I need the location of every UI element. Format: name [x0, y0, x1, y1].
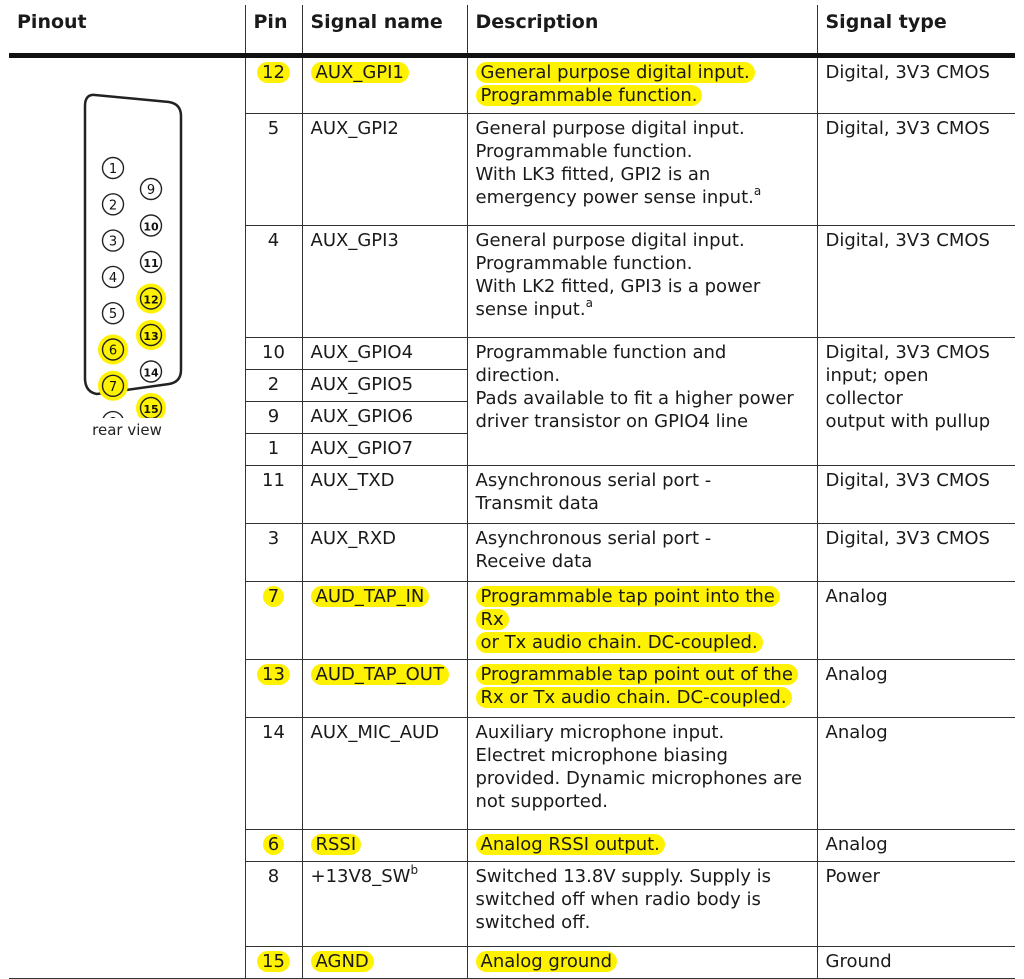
footnote-marker: a [585, 296, 593, 310]
signal-name [311, 664, 449, 685]
connector-pin [141, 361, 162, 382]
pin-number-cell [245, 114, 302, 226]
signal-name-text: AUX_GPI2 [310, 118, 399, 139]
signal-name-cell [302, 56, 467, 114]
pin-number-cell [245, 582, 302, 660]
description-line: General purpose digital input. [475, 118, 745, 139]
db15-connector-diagram [9, 58, 245, 458]
description-cell [467, 830, 817, 862]
connector-pin-label: 12 [143, 293, 159, 307]
connector-pin [103, 303, 124, 324]
signal-name-text: AGND [315, 951, 369, 972]
description-line-wrap [476, 186, 809, 209]
pin-number: 7 [263, 586, 284, 607]
pin-number-cell [245, 338, 302, 370]
connector-pin-label: 2 [108, 198, 118, 214]
pin-number-cell [245, 718, 302, 830]
signal-name-cell [302, 434, 467, 466]
signal-name-cell [302, 466, 467, 524]
signal-type: Analog [825, 722, 888, 743]
signal-name [311, 62, 409, 83]
description-line-wrap [476, 585, 809, 631]
description-line: Rx or Tx audio chain. DC-coupled. [476, 687, 792, 708]
signal-name-cell [302, 718, 467, 830]
rear-view-caption: rear view [92, 421, 162, 439]
signal-type-cell [817, 114, 1015, 226]
connector-pin-label: 15 [143, 403, 159, 416]
description-line: switched off when radio body is [475, 889, 761, 910]
connector-pin [141, 252, 162, 273]
pin-number: 1 [267, 438, 280, 459]
signal-name-text: AUX_TXD [310, 470, 395, 491]
connector-pin-label: 5 [108, 307, 118, 323]
signal-name-text: AUD_TAP_IN [315, 586, 425, 607]
description-line-wrap [476, 527, 809, 550]
signal-type-cell [817, 830, 1015, 862]
header-pin: Pin [245, 5, 302, 56]
pin-number: 14 [262, 722, 285, 743]
signal-name-text: AUD_TAP_OUT [315, 664, 444, 685]
pin-number-cell [245, 434, 302, 466]
connector-pin [103, 194, 124, 215]
pin-number: 2 [267, 374, 280, 395]
table-body [9, 56, 1015, 979]
pin-number: 3 [267, 528, 280, 549]
connector-pin [136, 320, 166, 350]
signal-type-cell [817, 466, 1015, 524]
connector-pin [141, 179, 162, 200]
description-line: Auxiliary microphone input. [475, 722, 725, 743]
signal-type-line: Digital, 3V3 CMOS [825, 342, 990, 363]
signal-name-cell [302, 582, 467, 660]
pin-number-cell [245, 862, 302, 947]
signal-name [311, 406, 414, 427]
description-line: Programmable tap point into the Rx [476, 586, 780, 630]
signal-name-cell [302, 524, 467, 582]
description-line-wrap [476, 84, 809, 107]
footnote-marker: b [410, 863, 419, 877]
description-line: provided. Dynamic microphones are [475, 768, 803, 789]
connector-pin-label: 6 [108, 343, 118, 359]
signal-name-cell [302, 226, 467, 338]
description-cell [467, 524, 817, 582]
signal-type: Ground [825, 951, 892, 972]
signal-name [311, 951, 374, 972]
description-line: General purpose digital input. [476, 62, 755, 83]
signal-name-text: AUX_GPIO7 [310, 438, 414, 459]
connector-pin [136, 284, 166, 314]
signal-type: Digital, 3V3 CMOS [825, 62, 990, 83]
signal-name [311, 470, 395, 491]
description-line: Asynchronous serial port - [475, 470, 712, 491]
description-line-wrap [476, 721, 809, 744]
pin-number: 13 [257, 664, 290, 685]
signal-name [311, 342, 414, 363]
connector-pin [103, 266, 124, 287]
signal-name-text: AUX_MIC_AUD [310, 722, 440, 743]
signal-type: Digital, 3V3 CMOS [825, 230, 990, 251]
pin-number-cell [245, 226, 302, 338]
signal-type: Digital, 3V3 CMOS [825, 470, 990, 491]
description-line-wrap [476, 117, 809, 140]
description-line-wrap [476, 950, 809, 973]
pin-number-cell [245, 466, 302, 524]
pinout-table [9, 5, 1015, 979]
description-cell [467, 718, 817, 830]
signal-type-cell [817, 947, 1015, 979]
signal-name-cell [302, 338, 467, 370]
description-line: Programmable function. [475, 253, 693, 274]
table-row [9, 56, 1015, 114]
description-line: Programmable tap point out of the [476, 664, 798, 685]
pin-number: 11 [262, 470, 285, 491]
connector-pin [98, 371, 128, 401]
connector-pin-label: 4 [108, 270, 118, 286]
header-pinout: Pinout [9, 5, 245, 56]
signal-name-cell [302, 947, 467, 979]
description-line: General purpose digital input. [475, 230, 745, 251]
signal-name-text: AUX_RXD [310, 528, 397, 549]
description-line-wrap [476, 469, 809, 492]
header-signal-name: Signal name [302, 5, 467, 56]
description-line: Analog ground [476, 951, 618, 972]
pin-number: 10 [262, 342, 285, 363]
connector-pin-label: 7 [108, 379, 118, 395]
signal-name-text: AUX_GPI3 [310, 230, 399, 251]
description-line: or Tx audio chain. DC-coupled. [476, 632, 763, 653]
description-line: sense input. [475, 299, 586, 320]
pin-number-cell [245, 524, 302, 582]
description-line-wrap [476, 888, 809, 911]
description-line-wrap [476, 275, 809, 298]
signal-name-text: AUX_GPI1 [315, 62, 404, 83]
pin-number-cell [245, 56, 302, 114]
description-cell [467, 947, 817, 979]
gpio-group-signal-type-cell [817, 338, 1015, 466]
signal-name-text: AUX_GPIO4 [310, 342, 414, 363]
description-line: Transmit data [475, 493, 599, 514]
connector-pin [136, 393, 166, 418]
description-cell [467, 660, 817, 718]
connector-pin-label: 10 [143, 220, 159, 234]
signal-name-cell [302, 370, 467, 402]
signal-name-text: +13V8_SW [310, 866, 411, 887]
signal-name [311, 118, 399, 139]
signal-name [311, 586, 430, 607]
connector-pin-label: 1 [108, 162, 118, 177]
description-line: Switched 13.8V supply. Supply is [475, 866, 771, 887]
signal-name [311, 438, 414, 459]
signal-name [311, 528, 397, 549]
description-line-wrap [476, 686, 809, 709]
description-line: Programmable function. [476, 85, 703, 106]
description-line: Programmable function. [475, 141, 693, 162]
description-cell [467, 582, 817, 660]
signal-type-cell [817, 660, 1015, 718]
description-line: Asynchronous serial port - [475, 528, 712, 549]
description-cell [467, 466, 817, 524]
pin-number: 15 [257, 951, 290, 972]
pinout-diagram-cell [9, 56, 245, 979]
signal-type-cell [817, 582, 1015, 660]
description-line: Programmable function and [475, 342, 727, 363]
signal-name [311, 230, 399, 251]
description-line-wrap [476, 833, 809, 856]
signal-type-line: output with pullup [825, 411, 991, 432]
connector-pin [98, 335, 128, 365]
description-line-wrap [476, 744, 809, 767]
pin-number: 4 [267, 230, 280, 251]
description-cell [467, 114, 817, 226]
signal-type: Analog [825, 664, 888, 685]
description-line-wrap [476, 550, 809, 573]
pin-number-cell [245, 660, 302, 718]
table-header-row [9, 5, 1015, 56]
signal-name [311, 722, 440, 743]
description-line-wrap [476, 492, 809, 515]
signal-name-cell [302, 402, 467, 434]
signal-name [311, 834, 362, 855]
connector-pin-label: 14 [143, 366, 159, 380]
signal-type-cell [817, 718, 1015, 830]
description-cell [467, 862, 817, 947]
signal-type: Digital, 3V3 CMOS [825, 528, 990, 549]
header-signal-type: Signal type [817, 5, 1015, 56]
pin-number-cell [245, 402, 302, 434]
connector-pin [103, 412, 124, 418]
signal-type: Analog [825, 586, 888, 607]
signal-type-cell [817, 862, 1015, 947]
description-line-wrap [476, 298, 809, 321]
description-line-wrap [476, 163, 809, 186]
description-line-wrap [476, 631, 809, 654]
signal-type: Digital, 3V3 CMOS [825, 118, 990, 139]
description-line-wrap [476, 790, 809, 813]
description-cell [467, 226, 817, 338]
description-line: switched off. [475, 912, 591, 933]
description-line-wrap [476, 140, 809, 163]
signal-type-cell [817, 226, 1015, 338]
description-line-wrap [476, 61, 809, 84]
connector-pin-label: 13 [143, 330, 159, 343]
description-line: Analog RSSI output. [476, 834, 665, 855]
description-line-wrap [476, 229, 809, 252]
signal-type: Analog [825, 834, 888, 855]
connector-pin-label [109, 416, 117, 418]
pin-number-cell [245, 947, 302, 979]
connector-pin [103, 158, 124, 179]
description-line-wrap [476, 663, 809, 686]
connector-pin-label: 9 [146, 183, 156, 198]
header-description: Description [467, 5, 817, 56]
pin-number: 9 [267, 406, 280, 427]
signal-type-cell [817, 524, 1015, 582]
signal-name [311, 374, 414, 395]
signal-name-cell [302, 862, 467, 947]
description-line: With LK2 fitted, GPI3 is a power [475, 276, 761, 297]
signal-name-cell [302, 660, 467, 718]
connector-pin-label: 11 [143, 257, 159, 270]
description-line: With LK3 fitted, GPI2 is an [475, 164, 711, 185]
description-line-wrap [476, 252, 809, 275]
description-line: Pads available to fit a higher power [475, 388, 794, 409]
signal-name-text: AUX_GPIO5 [310, 374, 414, 395]
signal-name-text: AUX_GPIO6 [310, 406, 414, 427]
signal-name [310, 863, 419, 887]
pin-number: 5 [267, 118, 280, 139]
connector-pin-label: 3 [108, 234, 118, 250]
description-line-wrap [476, 767, 809, 790]
connector-pin [141, 215, 162, 236]
description-line-wrap [476, 865, 809, 888]
description-line-wrap [476, 911, 809, 934]
description-line: Receive data [475, 551, 593, 572]
signal-name-text: RSSI [315, 834, 357, 855]
description-line: driver transistor on GPIO4 line [475, 411, 749, 432]
pin-number-cell [245, 830, 302, 862]
signal-type: Power [825, 866, 880, 887]
pin-number-cell [245, 370, 302, 402]
description-cell [467, 56, 817, 114]
pin-number: 6 [263, 834, 284, 855]
signal-type-cell [817, 56, 1015, 114]
connector-pin [103, 230, 124, 251]
description-line: not supported. [475, 791, 609, 812]
description-line: Electret microphone biasing [475, 745, 728, 766]
footnote-marker: a [753, 184, 762, 198]
pin-number: 12 [257, 62, 290, 83]
gpio-group-description-cell [467, 338, 817, 466]
description-line: emergency power sense input. [475, 187, 754, 208]
connector-outline-svg [9, 58, 245, 418]
description-line: direction. [475, 365, 561, 386]
signal-name-cell [302, 114, 467, 226]
pin-number: 8 [267, 866, 280, 887]
signal-type-line: input; open collector [825, 365, 929, 409]
signal-name-cell [302, 830, 467, 862]
